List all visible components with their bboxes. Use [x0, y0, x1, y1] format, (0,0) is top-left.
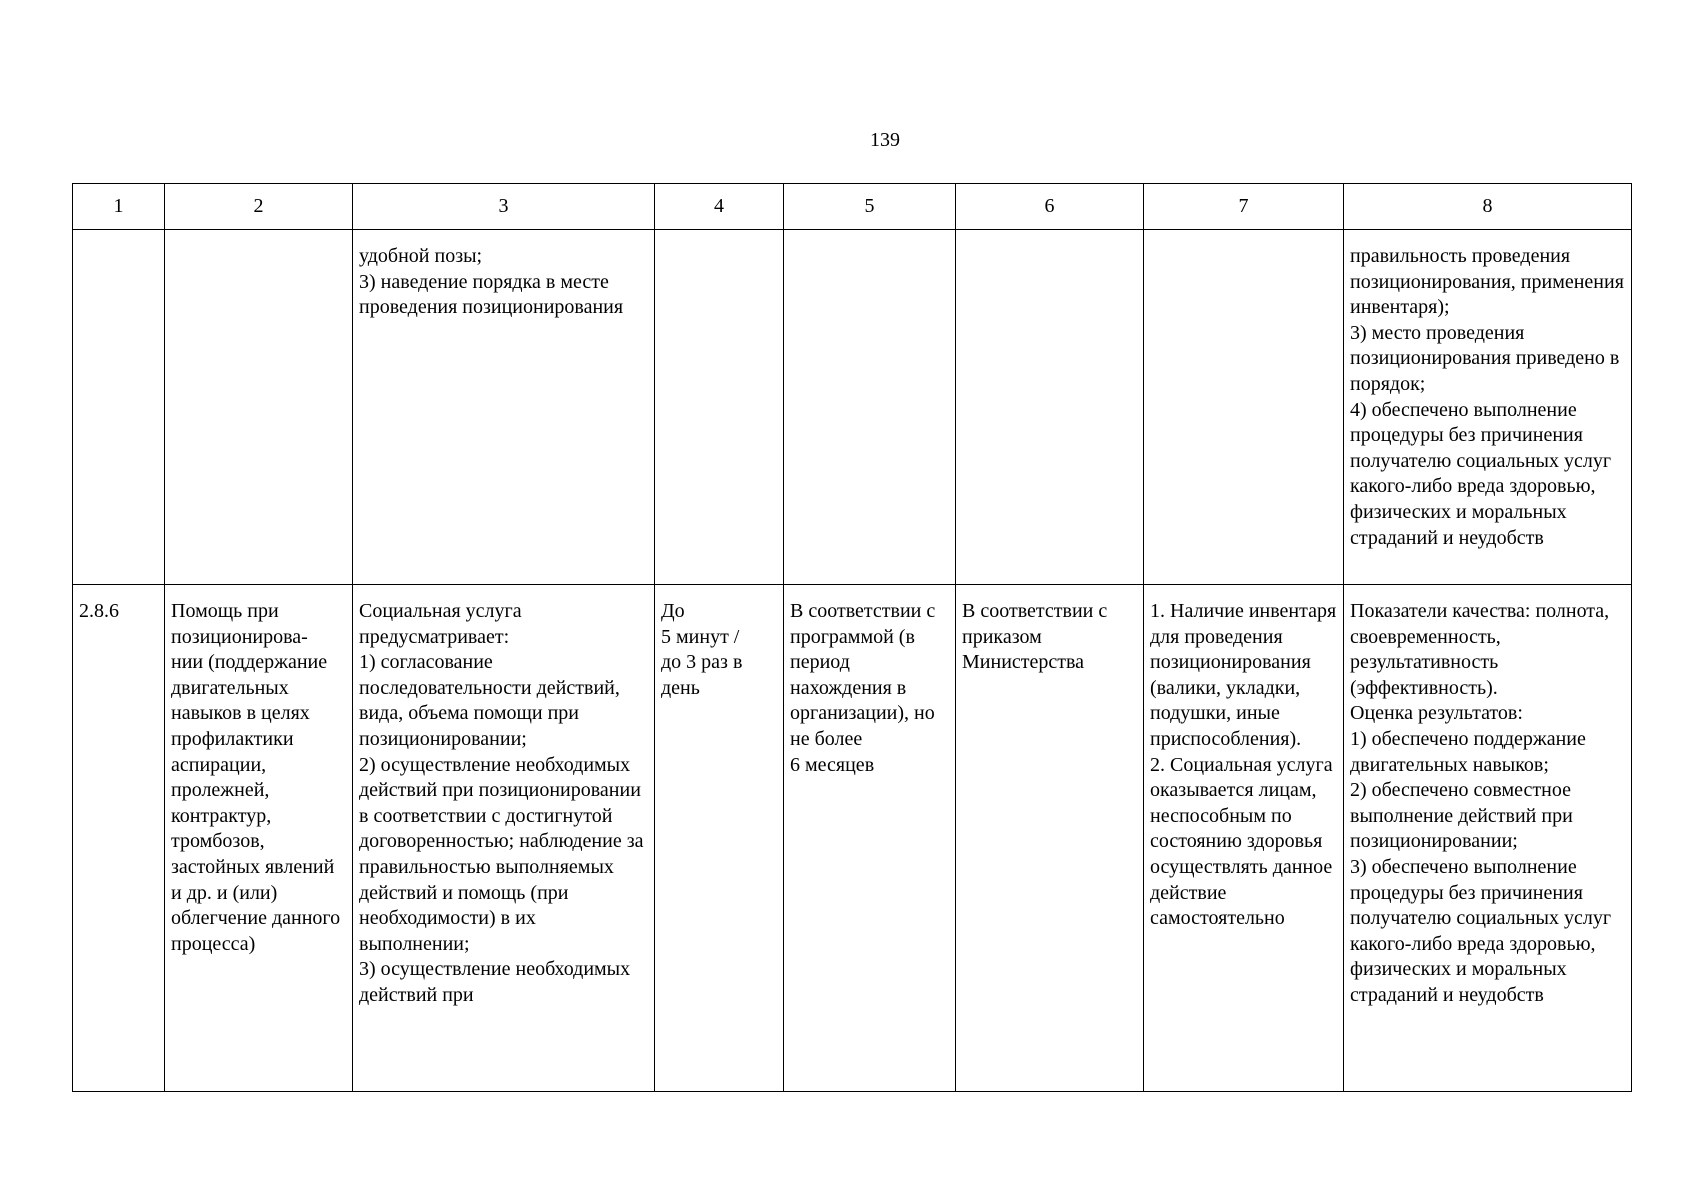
- column-number-8: 8: [1344, 184, 1632, 230]
- column-number-4: 4: [655, 184, 784, 230]
- service-quality-cell: Показатели качества: полнота, своевременность, результативность (эффективность). Оценка результатов: 1) обеспечено поддержание двигательных навыков; 2) обеспечено совместное выполнение действий при позиционировании; 3) обеспечено выполнение процедуры без причинения получателю социальных услуг какого-либо вреда здоровью, физических и моральных страданий и неудобств: [1344, 585, 1632, 1092]
- service-conditions-cell: 1. Наличие инвентаря для проведения позиционирования (валики, укладки, подушки, иные приспособления). 2. Социальная услуга оказывается лицам, неспособным по состоянию здоровья осуществлять данное действие самостоятельно: [1144, 585, 1344, 1092]
- service-tariff-cell: В соответствии с приказом Министерства: [956, 585, 1144, 1092]
- column-number-2: 2: [165, 184, 353, 230]
- table-header-row: [73, 184, 1632, 230]
- table-cell: правильность проведения позиционирования, применения инвентаря); 3) место проведения позиционирования приведено в порядок; 4) обеспечено выполнение процедуры без причинения получателю социальных услуг какого-либо вреда здоровью, физических и моральных страданий и неудобств: [1344, 230, 1632, 585]
- service-frequency-cell: До 5 минут / до 3 раз в день: [655, 585, 784, 1092]
- service-period-cell: В соответствии с программой (в период нахождения в организации), но не более 6 месяцев: [784, 585, 956, 1092]
- column-number-6: 6: [956, 184, 1144, 230]
- column-number-5: 5: [784, 184, 956, 230]
- service-code-cell: 2.8.6: [73, 585, 165, 1092]
- table-cell: [784, 230, 956, 585]
- column-number-1: 1: [73, 184, 165, 230]
- service-name-cell: Помощь при позиционирова- нии (поддержание двигательных навыков в целях профилактики аспирации, пролежней, контрактур, тромбозов, застойных явлений и др. и (или) облегчение данного процесса): [165, 585, 353, 1092]
- table-cell: [165, 230, 353, 585]
- table-cell: [956, 230, 1144, 585]
- table-cell: [1144, 230, 1344, 585]
- column-number-7: 7: [1144, 184, 1344, 230]
- table-row: [73, 585, 1632, 1092]
- table-cell: удобной позы; 3) наведение порядка в месте проведения позиционирования: [353, 230, 655, 585]
- column-number-3: 3: [353, 184, 655, 230]
- table-row: [73, 230, 1632, 585]
- services-table: [72, 183, 1632, 1092]
- table-cell: [655, 230, 784, 585]
- table-cell: [73, 230, 165, 585]
- page-number: 139: [870, 129, 900, 151]
- service-description-cell: Социальная услуга предусматривает: 1) согласование последовательности действий, вида, объема помощи при позиционировании; 2) осуществление необходимых действий при позиционировании в соответствии с достигнутой договоренностью; наблюдение за правильностью выполняемых действий и помощь (при необходимости) в их выполнении; 3) осуществление необходимых действий при: [353, 585, 655, 1092]
